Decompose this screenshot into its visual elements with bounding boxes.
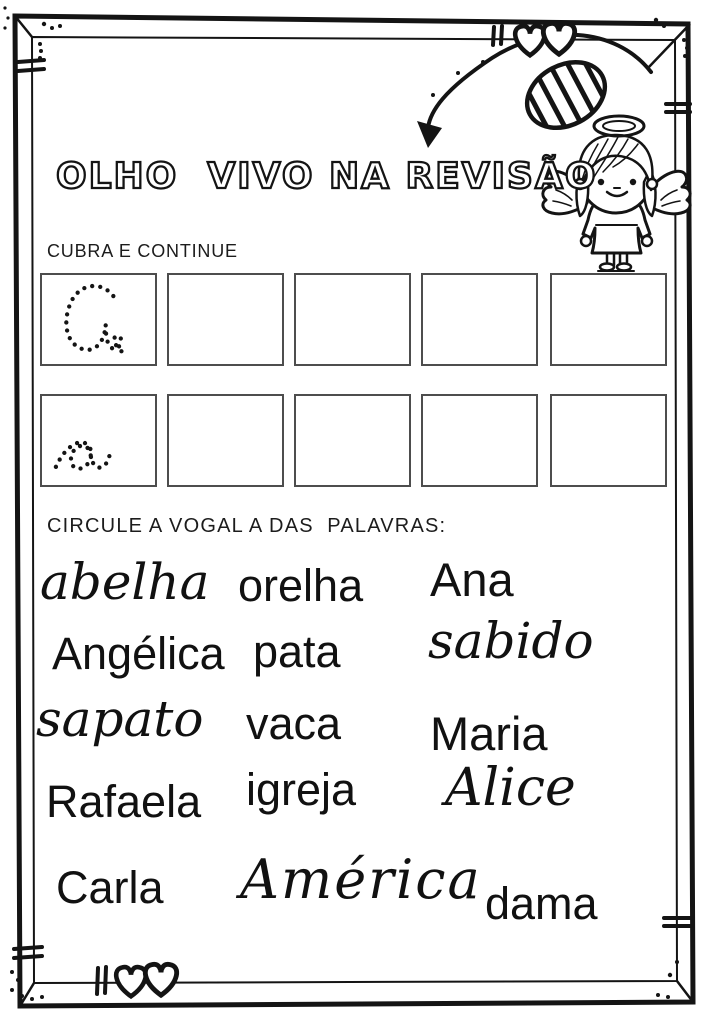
word-maria: Maria bbox=[430, 707, 548, 760]
word-vaca: vaca bbox=[246, 698, 342, 749]
word-ana: Ana bbox=[430, 553, 514, 606]
trace-box bbox=[294, 273, 411, 366]
word-dama: dama bbox=[485, 878, 598, 929]
trace-letter-a-lowercase bbox=[42, 396, 155, 485]
word-sapato: sapato bbox=[36, 690, 204, 748]
word-america: América bbox=[240, 848, 482, 911]
trace-box bbox=[550, 394, 667, 487]
trace-letter-a-uppercase bbox=[42, 275, 155, 364]
instruction-circle: CIRCULE A VOGAL A DAS PALAVRAS: bbox=[47, 515, 447, 537]
page-title: OLHO VIVO NA REVISÃO bbox=[56, 156, 598, 197]
word-abelha: abelha bbox=[40, 553, 210, 611]
trace-box bbox=[550, 273, 667, 366]
word-rafaela: Rafaela bbox=[46, 776, 202, 827]
word-alice: Alice bbox=[445, 758, 576, 818]
trace-box bbox=[40, 273, 157, 366]
trace-box bbox=[167, 273, 284, 366]
word-pata: pata bbox=[253, 626, 341, 677]
trace-box bbox=[167, 394, 284, 487]
heart-icons-bottom bbox=[116, 964, 176, 996]
trace-box bbox=[40, 394, 157, 487]
word-sabido: sabido bbox=[428, 612, 594, 670]
word-orelha: orelha bbox=[238, 560, 364, 611]
instruction-trace: CUBRA E CONTINUE bbox=[47, 241, 238, 261]
striped-egg-icon bbox=[512, 43, 619, 147]
word-carla: Carla bbox=[56, 862, 164, 913]
word-igreja: igreja bbox=[246, 764, 357, 815]
word-angelica: Angélica bbox=[52, 628, 225, 679]
trace-box bbox=[421, 273, 538, 366]
heart-icons-top bbox=[515, 23, 574, 55]
trace-box bbox=[421, 394, 538, 487]
trace-box bbox=[294, 394, 411, 487]
